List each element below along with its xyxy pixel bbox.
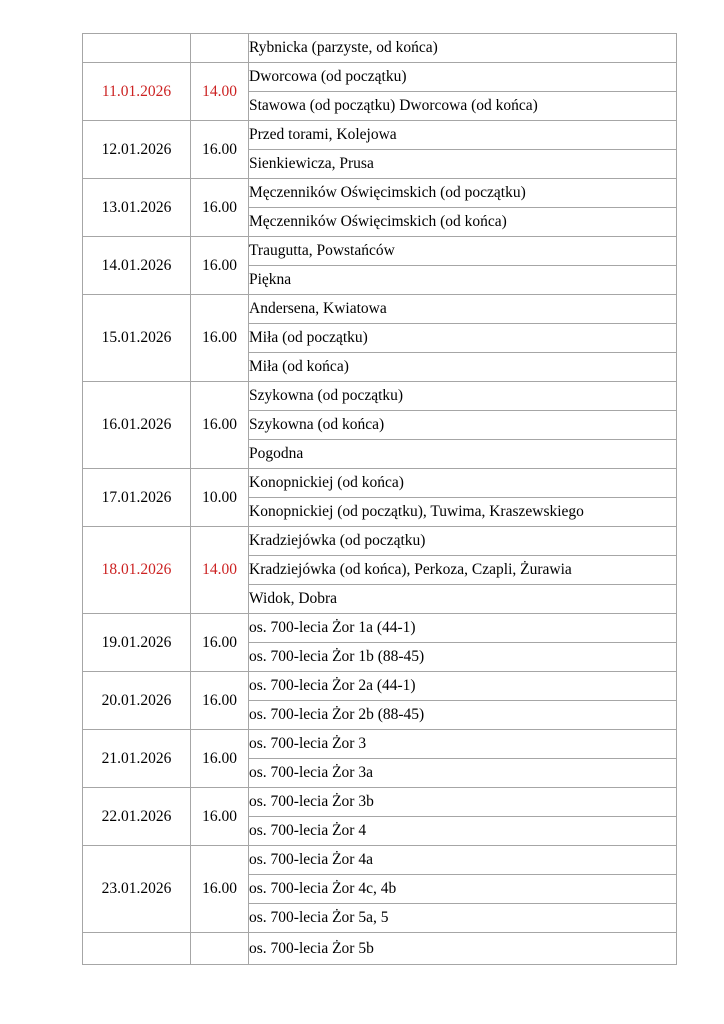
date-cell: 20.01.2026 — [83, 672, 191, 730]
table-row — [83, 672, 677, 701]
table-row — [83, 121, 677, 150]
time-cell — [191, 34, 249, 63]
table-row — [83, 933, 677, 965]
time-cell: 16.00 — [191, 672, 249, 730]
street-cell: Rybnicka (parzyste, od końca) — [249, 34, 677, 63]
time-cell — [191, 933, 249, 965]
table-row — [83, 469, 677, 498]
street-cell: Konopnickiej (od końca) — [249, 469, 677, 498]
schedule-table-body — [83, 34, 677, 965]
street-cell: os. 700-lecia Żor 1b (88-45) — [249, 643, 677, 672]
street-cell: Szykowna (od końca) — [249, 411, 677, 440]
date-cell: 16.01.2026 — [83, 382, 191, 469]
table-row — [83, 527, 677, 556]
date-cell: 12.01.2026 — [83, 121, 191, 179]
street-cell: os. 700-lecia Żor 2a (44-1) — [249, 672, 677, 701]
street-cell: Przed torami, Kolejowa — [249, 121, 677, 150]
date-cell: 23.01.2026 — [83, 846, 191, 933]
street-cell: os. 700-lecia Żor 3a — [249, 759, 677, 788]
schedule-table-container — [82, 33, 677, 965]
table-row — [83, 34, 677, 63]
street-cell: Męczenników Oświęcimskich (od początku) — [249, 179, 677, 208]
street-cell: os. 700-lecia Żor 1a (44-1) — [249, 614, 677, 643]
table-row — [83, 846, 677, 875]
date-cell: 13.01.2026 — [83, 179, 191, 237]
date-cell: 22.01.2026 — [83, 788, 191, 846]
street-cell: Sienkiewicza, Prusa — [249, 150, 677, 179]
table-row — [83, 179, 677, 208]
collection-schedule-table — [82, 33, 677, 965]
date-cell: 17.01.2026 — [83, 469, 191, 527]
street-cell: os. 700-lecia Żor 2b (88-45) — [249, 701, 677, 730]
table-row — [83, 788, 677, 817]
date-cell: 19.01.2026 — [83, 614, 191, 672]
street-cell: Męczenników Oświęcimskich (od końca) — [249, 208, 677, 237]
street-cell: Pogodna — [249, 440, 677, 469]
date-cell: 21.01.2026 — [83, 730, 191, 788]
street-cell: Stawowa (od początku) Dworcowa (od końca) — [249, 92, 677, 121]
time-cell: 16.00 — [191, 237, 249, 295]
street-cell: Andersena, Kwiatowa — [249, 295, 677, 324]
street-cell: Miła (od końca) — [249, 353, 677, 382]
time-cell: 16.00 — [191, 846, 249, 933]
date-cell: 11.01.2026 — [83, 63, 191, 121]
table-row — [83, 382, 677, 411]
date-cell — [83, 933, 191, 965]
street-cell: os. 700-lecia Żor 4c, 4b — [249, 875, 677, 904]
street-cell: Szykowna (od początku) — [249, 382, 677, 411]
street-cell: Traugutta, Powstańców — [249, 237, 677, 266]
street-cell: Widok, Dobra — [249, 585, 677, 614]
street-cell: os. 700-lecia Żor 5b — [249, 933, 677, 965]
street-cell: Konopnickiej (od początku), Tuwima, Kraszewskiego — [249, 498, 677, 527]
street-cell: os. 700-lecia Żor 4a — [249, 846, 677, 875]
street-cell: os. 700-lecia Żor 3b — [249, 788, 677, 817]
date-cell — [83, 34, 191, 63]
time-cell: 16.00 — [191, 295, 249, 382]
time-cell: 16.00 — [191, 788, 249, 846]
table-row — [83, 237, 677, 266]
street-cell: os. 700-lecia Żor 5a, 5 — [249, 904, 677, 933]
date-cell: 14.01.2026 — [83, 237, 191, 295]
date-cell: 15.01.2026 — [83, 295, 191, 382]
table-row — [83, 614, 677, 643]
street-cell: Dworcowa (od początku) — [249, 63, 677, 92]
street-cell: Piękna — [249, 266, 677, 295]
table-row — [83, 295, 677, 324]
street-cell: os. 700-lecia Żor 4 — [249, 817, 677, 846]
time-cell: 16.00 — [191, 179, 249, 237]
table-row — [83, 730, 677, 759]
time-cell: 14.00 — [191, 63, 249, 121]
time-cell: 16.00 — [191, 730, 249, 788]
time-cell: 16.00 — [191, 382, 249, 469]
time-cell: 14.00 — [191, 527, 249, 614]
time-cell: 16.00 — [191, 121, 249, 179]
street-cell: Miła (od początku) — [249, 324, 677, 353]
table-row — [83, 63, 677, 92]
street-cell: Kradziejówka (od końca), Perkoza, Czapli, Żurawia — [249, 556, 677, 585]
street-cell: Kradziejówka (od początku) — [249, 527, 677, 556]
time-cell: 16.00 — [191, 614, 249, 672]
time-cell: 10.00 — [191, 469, 249, 527]
date-cell: 18.01.2026 — [83, 527, 191, 614]
street-cell: os. 700-lecia Żor 3 — [249, 730, 677, 759]
